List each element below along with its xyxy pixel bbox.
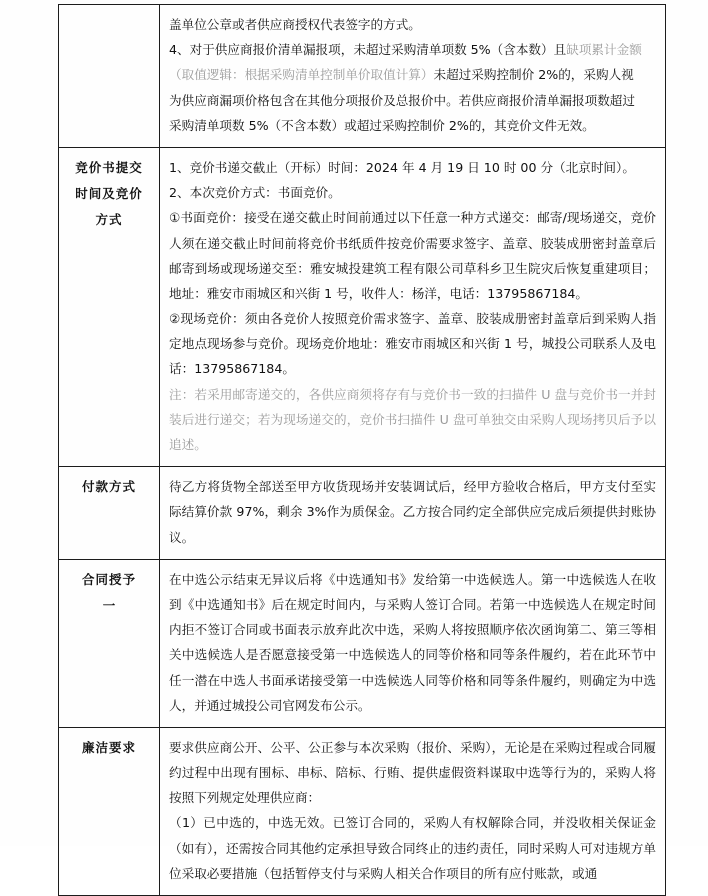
contract-terms-table <box>58 4 666 896</box>
row-label-cell <box>59 5 160 148</box>
paragraph: （1）已中选的，中选无效。已签订合同的，采购人有权解除合同，并没收相关保证金（如有），还需按合同其他约定承担导致合同终止的违约责任，同时采购人可对违规方单位采取必要措施（包括暂停支付与采购人相关合作项目的所有应付账款，或通 <box>169 815 656 881</box>
table-row <box>59 5 666 148</box>
row-body-cell <box>160 5 666 148</box>
paragraph: 在中选公示结束无异议后将《中选通知书》发给第一中选候选人。第一中选候选人在收到《中选通知书》后在规定时间内，与采购人签订合同。若第一中选候选人在规定时间内拒不签订合同或书面表示放弃此次中选，采购人将按照顺序依次函询第二、第三等相关中选候选人是否愿意接受第一中选候选人的同等价格和同等条件履约，若在此环节中任一潜在中选人书面承诺接受第一中选候选人同等价格和同等条件履约，则确定为中选人，并通过城投公司官网发布公示。 <box>169 571 656 713</box>
table-row <box>59 467 666 560</box>
paragraph <box>169 37 656 62</box>
row-label-integrity-requirements <box>59 727 160 895</box>
paragraph-gray-note: （取值逻辑：根据采购清单控制单价取值计算） <box>169 67 434 83</box>
paragraph-tail: 未超过采购控制价 2%的，采购人视 <box>433 67 634 83</box>
label-line: 合同授予 <box>81 571 136 587</box>
paragraph: 1、竞价书递交截止（开标）时间：2024 年 4 月 19 日 10 时 00 分（北京时间）。 <box>169 159 635 175</box>
paragraph: 为供应商漏项价格包含在其他分项报价及总报价中。若供应商报价清单漏报项数超过 <box>169 92 635 108</box>
row-body-integrity-requirements <box>160 727 666 895</box>
paragraph: 2、本次竞价方式：书面竞价。 <box>169 185 341 201</box>
label-line: 竞价书提交 <box>75 159 143 175</box>
paragraph: ①书面竞价：接受在递交截止时间前通过以下任意一种方式递交：邮寄/现场递交，竞价人须在递交截止时间前将竞价书纸质件按竞价需要求签字、盖章、胶装成册密封盖章后邮寄到场或现场递交至：雅安城投建筑工程有限公司草科乡卫生院灾后恢复重建项目；地址：雅安市雨城区和兴街 1 号，收件人：杨洋，电话：13795867184。 <box>169 210 656 301</box>
row-label-contract-award <box>59 559 160 727</box>
paragraph <box>169 62 656 87</box>
row-body-bidding-submission <box>160 147 666 466</box>
paragraph: 待乙方将货物全部送至甲方收货现场并安装调试后，经甲方验收合格后，甲方支付至实际结算价款 97%，剩余 3%作为质保金。乙方按合同约定全部供应完成后须提供封账协议。 <box>169 479 656 545</box>
paragraph-gray-text: 缺项累计金额 <box>566 42 642 58</box>
label-line: 时间及竞价 <box>75 186 143 202</box>
table-row <box>59 147 666 466</box>
label-line: 付款方式 <box>81 479 136 495</box>
paragraph: 盖单位公章或者供应商授权代表签字的方式。 <box>169 17 421 32</box>
row-label-bidding-submission <box>59 147 160 466</box>
paragraph-note: 注：若采用邮寄递交的，各供应商须将存有与竞价书一致的扫描件 U 盘与竞价书一并封装后进行递交；若为现场递交的，竞价书扫描件 U 盘可单独交由采购人现场拷贝后予以追述。 <box>169 386 656 452</box>
paragraph-text: 4、对于供应商报价清单漏报项，未超过采购清单项数 5%（含本数）且 <box>169 42 567 58</box>
row-body-contract-award <box>160 559 666 727</box>
table-row <box>59 559 666 727</box>
table-row <box>59 727 666 895</box>
label-line: 廉洁要求 <box>81 739 136 755</box>
row-label-payment-method <box>59 467 160 560</box>
paragraph: 要求供应商公开、公平、公正参与本次采购（报价、采购），无论是在采购过程或合同履约过程中出现有围标、串标、陪标、行贿、提供虚假资料谋取中选等行为的，采购人将按照下列规定处理供应商： <box>169 739 656 806</box>
row-body-payment-method <box>160 467 666 560</box>
label-line: 方式 <box>95 212 123 228</box>
label-line: 一 <box>102 598 116 613</box>
paragraph: 采购清单项数 5%（不含本数）或超过采购控制价 2%的，其竞价文件无效。 <box>169 117 595 133</box>
paragraph: ②现场竞价：须由各竞价人按照竞价需求签字、盖章、胶装成册密封盖章后到采购人指定地点现场参与竞价。现场竞价地址：雅安市雨城区和兴街 1 号，城投公司联系人及电话：13795867184。 <box>169 311 656 377</box>
